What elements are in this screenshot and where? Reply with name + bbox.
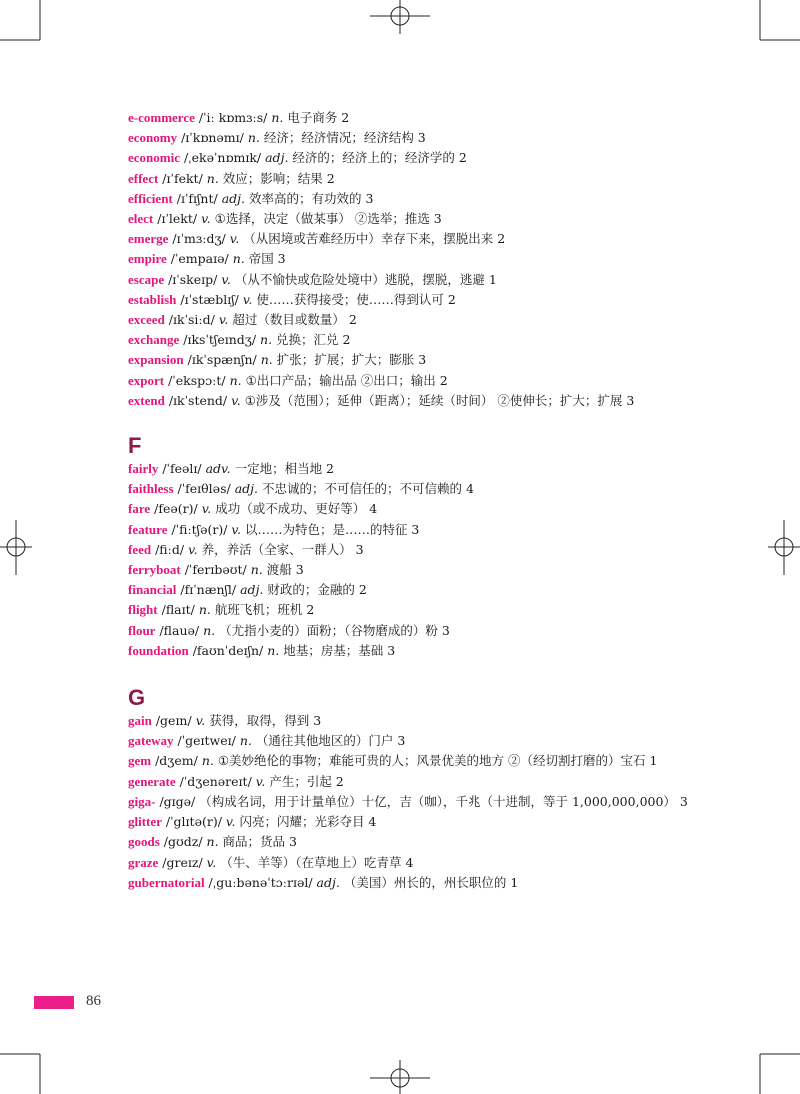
phonetic: /greɪz/ (162, 854, 203, 870)
glossary-entry (128, 792, 688, 812)
glossary-entry (128, 479, 688, 499)
phonetic: /ɪkˈstend/ (168, 392, 228, 408)
part-of-speech: v. (231, 521, 241, 537)
headword: e-commerce (128, 110, 195, 125)
definition: 产生；引起 2 (269, 773, 344, 789)
definition: （从不愉快或危险处境中）逃脱，摆脱，逃避 1 (234, 271, 497, 287)
phonetic: /ɪˈlekt/ (157, 211, 198, 227)
definition: 一定地；相当地 2 (234, 461, 335, 477)
part-of-speech: n. (229, 372, 242, 388)
glossary-entry (128, 580, 688, 600)
glossary-entry (128, 873, 688, 893)
headword: exchange (128, 332, 180, 348)
phonetic: /ˈdʒenəreɪt/ (179, 773, 252, 789)
glossary-entry (128, 249, 688, 269)
part-of-speech: v. (206, 854, 217, 870)
definition: 以……为特色；是……的特征 3 (244, 521, 420, 537)
definition: 超过（数目或数量） 2 (232, 312, 357, 328)
phonetic: /flaɪt/ (161, 602, 195, 618)
phonetic: /ɪˈfekt/ (162, 170, 203, 186)
part-of-speech: adj. (234, 481, 258, 497)
headword: feature (128, 521, 168, 537)
phonetic: /ˌekəˈnɒmɪk/ (183, 150, 262, 166)
part-of-speech: n. (250, 562, 263, 578)
part-of-speech: v. (231, 392, 241, 408)
headword: gem (128, 753, 152, 769)
phonetic: /ˈfiːtʃə(r)/ (171, 521, 228, 537)
phonetic: /ɪˈstæblɪʃ/ (180, 291, 239, 307)
part-of-speech: v. (201, 501, 212, 517)
phonetic: /ˈempaɪə/ (170, 251, 229, 267)
phonetic: /ɪˈskeɪp/ (168, 271, 218, 287)
phonetic: /ɪkˈspænʃn/ (187, 352, 257, 368)
headword: goods (128, 834, 160, 850)
part-of-speech: v. (195, 713, 206, 729)
headword: flour (128, 622, 156, 638)
headword: gain (128, 713, 152, 729)
glossary-entry (128, 108, 688, 128)
headword: expansion (128, 352, 184, 368)
headword: financial (128, 582, 177, 598)
definition: 航班飞机；班机 2 (214, 602, 315, 618)
glossary-entry (128, 290, 688, 310)
headword: feed (128, 541, 152, 557)
part-of-speech: adj. (265, 150, 289, 166)
part-of-speech: v. (225, 814, 236, 830)
part-of-speech: n. (201, 753, 214, 769)
part-of-speech: n. (206, 170, 219, 186)
phonetic: /faʊnˈdeɪʃn/ (192, 642, 264, 658)
glossary-entry (128, 731, 688, 751)
phonetic: /ˈglɪtə(r)/ (165, 814, 222, 830)
headword: empire (128, 251, 167, 267)
definition: 扩张；扩展；扩大；膨胀 3 (276, 352, 427, 368)
part-of-speech: adj. (316, 874, 340, 890)
definition: （通往其他地区的）门户 3 (255, 733, 406, 749)
headword: extend (128, 392, 165, 408)
definition: 成功（或不成功、更好等） 4 (215, 501, 378, 517)
phonetic: /fɪˈnænʃl/ (180, 582, 237, 598)
definition: 闪亮；闪耀；光彩夺目 4 (239, 814, 377, 830)
phonetic: /ɪkˈsiːd/ (168, 312, 215, 328)
definition: ①涉及（范围）；延伸（距离）；延续（时间） ②使伸长；扩大；扩展 3 (244, 392, 635, 408)
glossary-entry (128, 391, 688, 411)
glossary-section (128, 433, 688, 661)
phonetic: /dʒem/ (155, 753, 198, 769)
part-of-speech: n. (239, 733, 252, 749)
part-of-speech: v. (242, 291, 253, 307)
glossary-entry (128, 148, 688, 168)
glossary-entry (128, 270, 688, 290)
glossary-entry (128, 812, 688, 832)
headword: effect (128, 170, 159, 186)
glossary-entry (128, 459, 688, 479)
glossary (128, 108, 688, 893)
part-of-speech: v. (255, 773, 266, 789)
definition: 财政的；金融的 2 (267, 582, 367, 598)
section-letter: G (128, 685, 146, 711)
definition: ①美妙绝伦的事物；难能可贵的人；风景优美的地方 ②（经切割打磨的）宝石 1 (217, 753, 658, 769)
headword: fare (128, 501, 151, 517)
definition: 养，养活（全家、一群人） 3 (201, 541, 364, 557)
headword: economic (128, 150, 180, 166)
glossary-entry (128, 621, 688, 641)
definition: 地基；房基；基础 3 (283, 642, 396, 658)
section-letter: F (128, 433, 142, 459)
part-of-speech: adj. (240, 582, 264, 598)
headword: export (128, 372, 165, 388)
part-of-speech: n. (260, 352, 273, 368)
glossary-entry (128, 853, 688, 873)
glossary-entry (128, 751, 688, 771)
phonetic: /ɪˈfɪʃnt/ (176, 190, 218, 206)
phonetic: /ˈferɪbəʊt/ (184, 562, 247, 578)
phonetic: /ɪˈkɒnəmɪ/ (181, 130, 244, 146)
part-of-speech: v. (218, 312, 229, 328)
definition: 效率高的；有功效的 3 (248, 190, 374, 206)
part-of-speech: n. (267, 642, 280, 658)
definition: 获得，取得，得到 3 (209, 713, 322, 729)
phonetic: /ˈekspɔːt/ (168, 372, 226, 388)
glossary-entry (128, 169, 688, 189)
glossary-entry (128, 520, 688, 540)
headword: efficient (128, 190, 173, 206)
headword: glitter (128, 814, 162, 830)
part-of-speech: adj. (221, 190, 245, 206)
definition: 效应；影响；结果 2 (222, 170, 335, 186)
glossary-entry (128, 209, 688, 229)
phonetic: /ˈiː kɒmɜːs/ (198, 110, 268, 125)
phonetic: /flauə/ (159, 622, 200, 638)
headword: ferryboat (128, 562, 181, 578)
headword: foundation (128, 642, 189, 658)
definition: 使……获得接受；使……得到认可 2 (256, 291, 456, 307)
definition: （构成名词，用于计量单位）十亿，吉（咖），千兆（十进制，等于 1,000,000,000） 3 (199, 793, 688, 809)
glossary-entry (128, 499, 688, 519)
headword: giga- (128, 793, 156, 809)
headword: economy (128, 130, 178, 146)
part-of-speech: adv. (205, 461, 231, 477)
glossary-entry (128, 310, 688, 330)
part-of-speech: v. (201, 211, 211, 227)
definition: 商品；货品 3 (222, 834, 297, 850)
headword: gateway (128, 733, 174, 749)
glossary-entry (128, 711, 688, 731)
part-of-speech: v. (188, 541, 198, 557)
phonetic: /ˌguːbənəˈtɔːrɪəl/ (208, 874, 313, 890)
definition: 不忠诚的；不可信任的；不可信赖的 4 (261, 481, 474, 497)
headword: elect (128, 211, 154, 227)
headword: fairly (128, 461, 159, 477)
phonetic: /gɪgə/ (159, 793, 196, 809)
part-of-speech: n. (232, 251, 245, 267)
glossary-entry (128, 832, 688, 852)
glossary-entry (128, 600, 688, 620)
headword: exceed (128, 312, 165, 328)
phonetic: /ɪˈmɜːdʒ/ (172, 231, 226, 247)
headword: faithless (128, 481, 174, 497)
glossary-entry (128, 560, 688, 580)
glossary-section (128, 108, 688, 411)
part-of-speech: n. (247, 130, 260, 146)
part-of-speech: n. (260, 332, 273, 348)
definition: （牛、羊等）（在草地上）吃青草 4 (220, 854, 414, 870)
phonetic: /ɪksˈtʃeɪndʒ/ (183, 332, 257, 348)
headword: emerge (128, 231, 169, 247)
glossary-entry (128, 128, 688, 148)
definition: 兑换；汇兑 2 (276, 332, 351, 348)
definition: 电子商务 2 (287, 110, 350, 125)
phonetic: /gʊdz/ (163, 834, 203, 850)
headword: generate (128, 773, 176, 789)
part-of-speech: n. (206, 834, 219, 850)
glossary-entry (128, 189, 688, 209)
definition: 经济；经济情况；经济结构 3 (263, 130, 426, 146)
headword: gubernatorial (128, 874, 205, 890)
definition: 经济的；经济上的；经济学的 2 (292, 150, 467, 166)
page-number: 86 (86, 993, 101, 1009)
glossary-entry (128, 330, 688, 350)
headword: establish (128, 291, 177, 307)
phonetic: /ˈfeɪθləs/ (177, 481, 231, 497)
part-of-speech: n. (203, 622, 216, 638)
headword: flight (128, 602, 158, 618)
part-of-speech: n. (271, 110, 284, 125)
glossary-entry (128, 772, 688, 792)
definition: 渡船 3 (266, 562, 304, 578)
part-of-speech: n. (198, 602, 211, 618)
definition: （尤指小麦的）面粉；（谷物磨成的）粉 3 (219, 622, 450, 638)
definition: 帝国 3 (248, 251, 286, 267)
phonetic: /ˈgeɪtweɪ/ (177, 733, 236, 749)
phonetic: /feə(r)/ (154, 501, 198, 517)
glossary-entry (128, 371, 688, 391)
phonetic: /fiːd/ (155, 541, 185, 557)
glossary-entry (128, 229, 688, 249)
definition: ①出口产品；输出品 ②出口；输出 2 (245, 372, 448, 388)
glossary-entry (128, 641, 688, 661)
definition: ①选择，决定（做某事） ②选举；推选 3 (214, 211, 442, 227)
definition: （美国）州长的，州长职位的 1 (343, 874, 519, 890)
glossary-section (128, 685, 688, 893)
glossary-entry (128, 350, 688, 370)
definition: （从困境或苦难经历中）幸存下来，摆脱出来 2 (243, 231, 506, 247)
phonetic: /ˈfeəlɪ/ (162, 461, 202, 477)
part-of-speech: v. (229, 231, 240, 247)
phonetic: /geɪn/ (155, 713, 192, 729)
headword: escape (128, 271, 165, 287)
part-of-speech: v. (221, 271, 231, 287)
headword: graze (128, 854, 159, 870)
page-color-bar (34, 996, 74, 1009)
glossary-entry (128, 540, 688, 560)
